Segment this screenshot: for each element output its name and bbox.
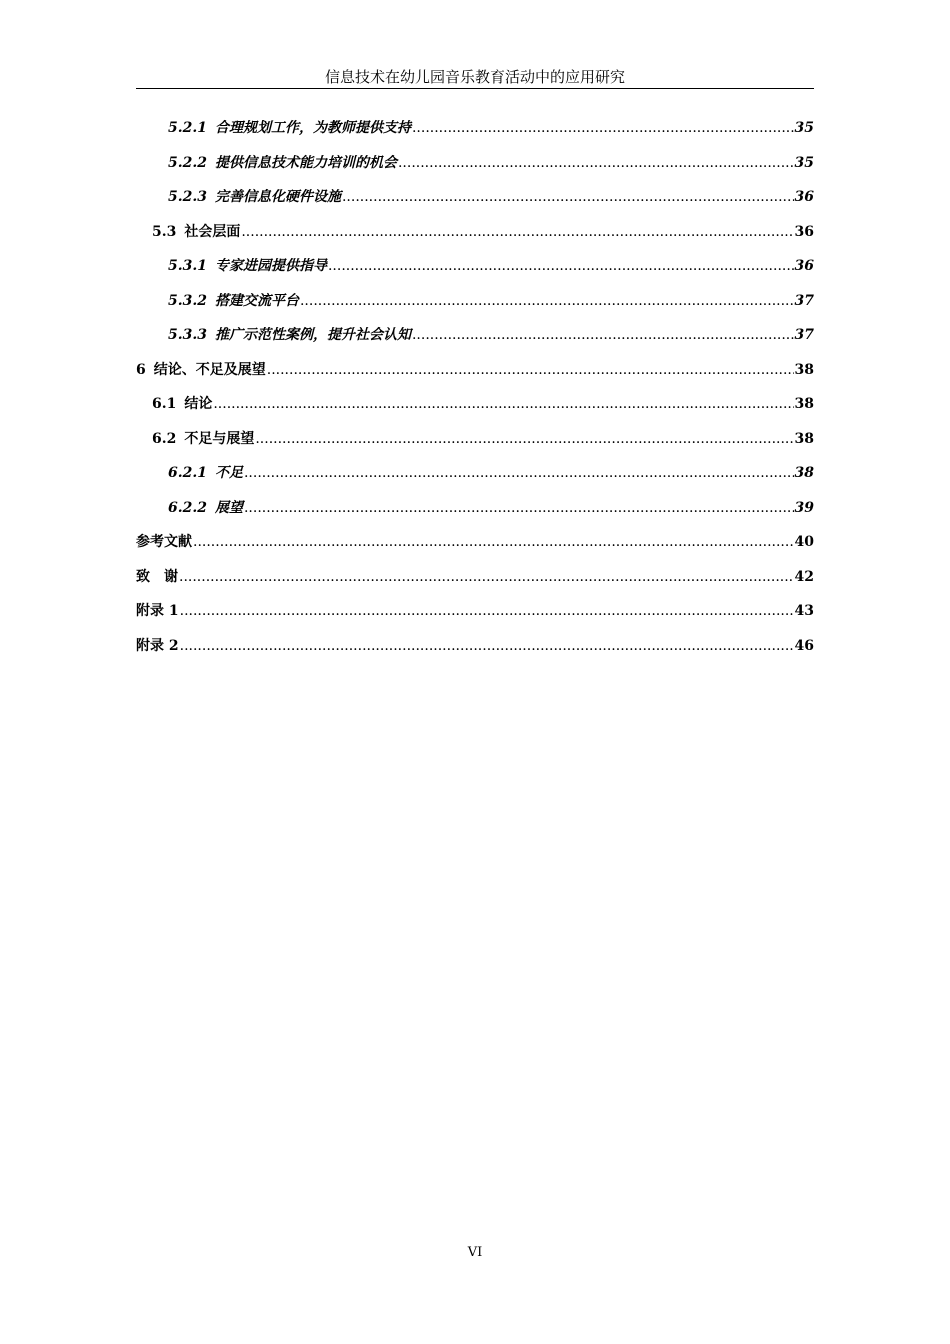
toc-dot-leader: [328, 254, 794, 278]
toc-dot-leader: [213, 392, 793, 416]
toc-entry-number: 5.3.2: [168, 292, 207, 309]
toc-entry-number: 5.3.1: [168, 258, 207, 274]
toc-entry-page: 46: [794, 637, 814, 654]
toc-entry-title: 附录 1: [136, 603, 179, 619]
toc-dot-leader: [255, 427, 793, 451]
toc-entry-title: 展望: [214, 499, 243, 516]
toc-entry[interactable]: [136, 151, 814, 186]
toc-entry-title: 社会层面: [184, 223, 241, 240]
page-footer: [0, 1244, 950, 1262]
toc-entry-page: 42: [794, 568, 814, 585]
toc-dot-leader: [244, 461, 794, 485]
toc-entry-page: 43: [794, 603, 814, 619]
toc-entry-page: 38: [794, 465, 814, 481]
toc-entry-title: 附录 2: [136, 637, 179, 654]
toc-entry[interactable]: [136, 392, 814, 427]
toc-dot-leader: [179, 565, 794, 589]
toc-entry-page: 37: [794, 292, 814, 309]
toc-dot-leader: [398, 151, 794, 175]
toc-entry-page: 37: [794, 327, 814, 343]
toc-entry-number: 5.2.3: [168, 189, 207, 205]
toc-entry[interactable]: [136, 530, 814, 565]
toc-entry-page: 38: [794, 430, 814, 447]
toc-entry-number: 5.3.3: [168, 327, 207, 343]
toc-entry-page: 35: [794, 154, 814, 171]
toc-entry-page: 38: [794, 396, 814, 412]
toc-entry[interactable]: [136, 358, 814, 393]
toc-entry-number: 6.2.1: [168, 465, 207, 481]
toc-entry-page: 36: [794, 223, 814, 240]
toc-entry-title: 不足: [214, 465, 243, 481]
toc-dot-leader: [180, 599, 794, 623]
toc-dot-leader: [241, 220, 793, 244]
toc-entry[interactable]: [136, 427, 814, 462]
toc-entry[interactable]: [136, 323, 814, 358]
toc-dot-leader: [342, 185, 794, 209]
toc-entry[interactable]: [136, 254, 814, 289]
toc-entry-page: 35: [794, 120, 814, 136]
toc-entry-title: 专家进园提供指导: [214, 258, 327, 274]
toc-entry-title: 搭建交流平台: [214, 292, 299, 309]
toc-entry-title: 不足与展望: [184, 430, 255, 447]
toc-entry-number: 6.2: [152, 430, 177, 447]
toc-entry[interactable]: [136, 289, 814, 324]
toc-entry-page: 39: [794, 499, 814, 516]
page-number: VI: [467, 1245, 483, 1260]
toc-entry-title: 推广示范性案例，提升社会认知: [214, 327, 411, 343]
toc-entry-number: 6.2.2: [168, 499, 207, 516]
toc-entry[interactable]: [136, 599, 814, 634]
toc-entry-page: 40: [794, 534, 814, 550]
toc-entry-page: 36: [794, 189, 814, 205]
toc-entry-number: 6: [136, 361, 146, 378]
toc-entry-title: 提供信息技术能力培训的机会: [214, 154, 397, 171]
toc-entry-page: 36: [794, 258, 814, 274]
page-header: [136, 66, 814, 89]
toc-entry[interactable]: [136, 220, 814, 255]
toc-dot-leader: [244, 496, 794, 520]
toc-entry-number: 5.3: [152, 223, 177, 240]
toc-dot-leader: [193, 530, 794, 554]
toc-entry[interactable]: [136, 461, 814, 496]
toc-entry-page: 38: [794, 361, 814, 378]
toc-entry-number: 6.1: [152, 396, 177, 412]
toc-entry-number: 5.2.1: [168, 120, 207, 136]
table-of-contents: [136, 116, 814, 668]
toc-entry-title: 参考文献: [136, 534, 192, 550]
toc-dot-leader: [412, 323, 794, 347]
toc-dot-leader: [300, 289, 794, 313]
toc-dot-leader: [412, 116, 794, 140]
toc-entry[interactable]: [136, 116, 814, 151]
toc-entry-title: 合理规划工作，为教师提供支持: [214, 120, 411, 136]
header-title: 信息技术在幼儿园音乐教育活动中的应用研究: [324, 68, 625, 86]
toc-entry-title: 完善信息化硬件设施: [214, 189, 341, 205]
toc-dot-leader: [180, 634, 794, 658]
toc-entry[interactable]: [136, 496, 814, 531]
toc-entry-title: 结论: [184, 396, 213, 412]
toc-entry-title: 致 谢: [136, 568, 178, 585]
toc-entry[interactable]: [136, 634, 814, 669]
toc-entry-title: 结论、不足及展望: [153, 361, 266, 378]
toc-entry[interactable]: [136, 565, 814, 600]
toc-dot-leader: [267, 358, 794, 382]
toc-entry-number: 5.2.2: [168, 154, 207, 171]
toc-entry[interactable]: [136, 185, 814, 220]
